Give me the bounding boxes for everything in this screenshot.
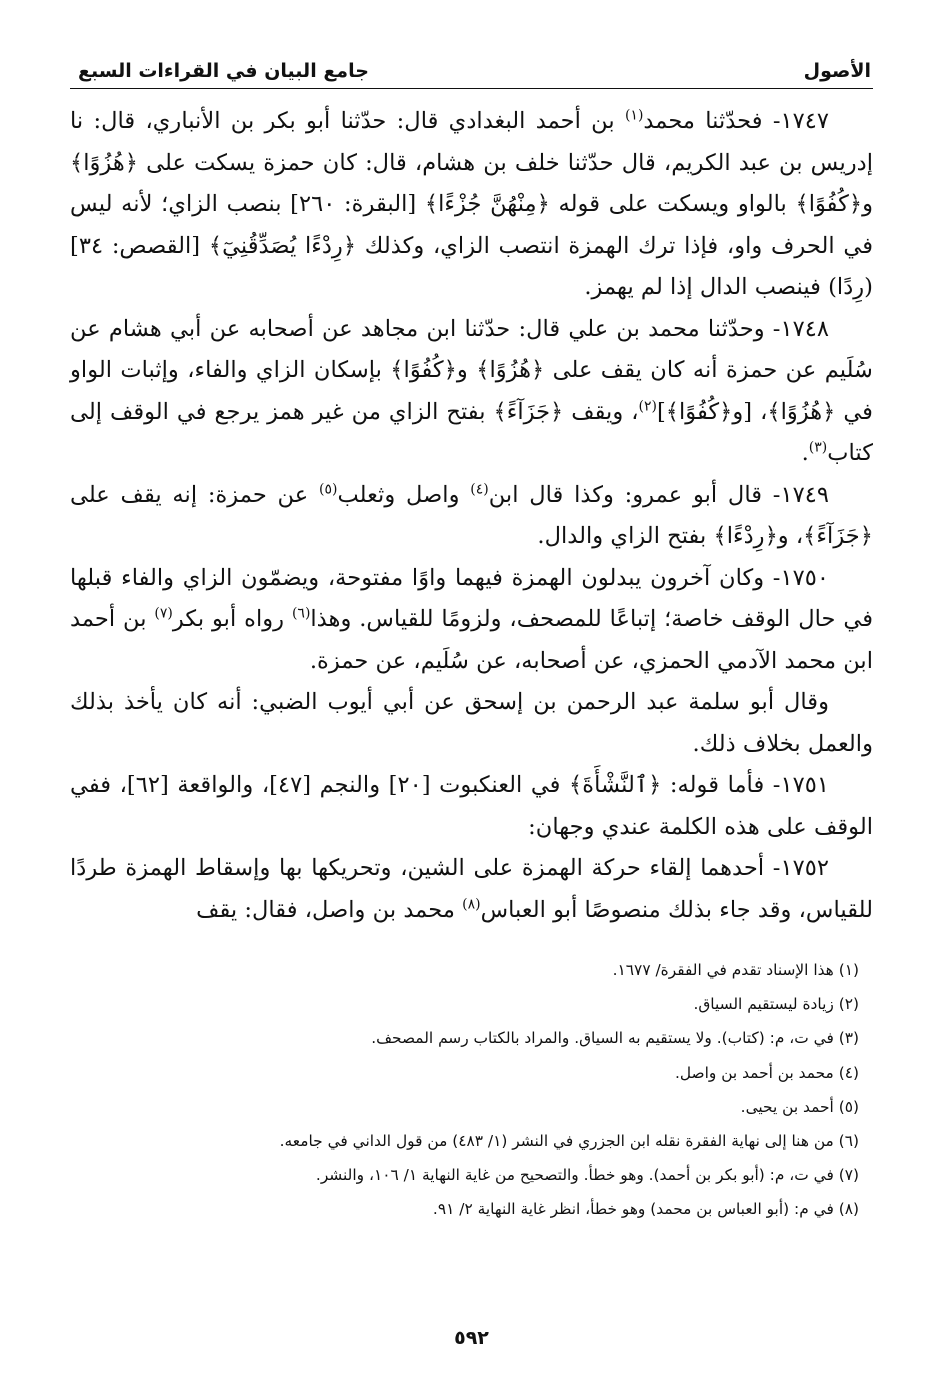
text-run: رواه أبو بكر [172, 606, 292, 632]
paragraph-1751 [70, 765, 873, 848]
footnote-ref[interactable]: (٦) [291, 605, 311, 622]
footnote-5: (٥) أحمد بن يحيى. [740, 1097, 859, 1116]
running-header [70, 52, 873, 89]
footnote-ref[interactable]: (٤) [470, 480, 489, 497]
text-run: ، ويقف ﴿جَزَآءً﴾ بفتح الزاي من غير همز يرجع في الوقف إلى كتاب [70, 398, 873, 466]
footnote-1: (١) هذا الإسناد تقدم في الفقرة/ ١٦٧٧. [612, 961, 859, 979]
footnote-8: (٨) في م: (أبو العباس بن محمد) وهو خطأ، انظر غاية النهاية ٢/ ٩١. [432, 1200, 859, 1219]
text-run: وقال أبو سلمة عبد الرحمن بن إسحق عن أبي أيوب الضبي: أنه كان يأخذ بذلك والعمل بخلاف ذلك. [70, 689, 873, 757]
paragraph-1750 [70, 558, 873, 683]
footnote-2: (٢) زيادة ليستقيم السياق. [693, 995, 859, 1014]
text-run: ١٧٤٨- وحدّثنا محمد بن علي قال: حدّثنا ابن مجاهد عن أصحابه عن أبي هشام عن سُلَيم عن حمزة أنه كان يقف على ﴿هُزُوًا﴾ و﴿كُفُوًا﴾ بإسكان الزاي والفاء، وإثبات الواو في ﴿هُزُوًا﴾، [و﴿كُفُوًا﴾] [70, 315, 873, 425]
footnote-ref[interactable]: (٧) [154, 605, 173, 622]
footnote-ref[interactable]: (١) [624, 107, 644, 124]
paragraph-1747 [70, 101, 873, 309]
footnote-4: (٤) محمد بن أحمد بن واصل. [674, 1063, 859, 1082]
page-number: ٥٩٢ [454, 1327, 489, 1349]
text-run: . [801, 440, 809, 466]
text-run: ١٧٥١- فأما قوله: ﴿ٱلنَّشْأَةَ﴾ في العنكبوت [٢٠] والنجم [٤٧]، والواقعة [٦٢]، ففي الوقف على هذه الكلمة عندي وجهان: [70, 772, 873, 840]
paragraph-abu-salama [70, 682, 873, 765]
footnote-ref[interactable]: (٨) [462, 895, 481, 912]
footnote-ref[interactable]: (٢) [638, 397, 657, 414]
footnote-ref[interactable]: (٣) [808, 439, 828, 456]
paragraph-1748 [70, 309, 873, 475]
text-run: ١٧٤٩- قال أبو عمرو: وكذا قال ابن [488, 481, 829, 508]
text-run: ١٧٥٢- أحدهما إلقاء حركة الهمزة على الشين، وتحريكها بها وإسقاط الهمزة طردًا للقياس، وقد جاء بذلك منصوصًا أبو العباس [70, 855, 873, 923]
book-page [70, 52, 873, 1377]
section-title: الأصول [803, 60, 871, 82]
text-run: ١٧٥٠- وكان آخرون يبدلون الهمزة فيهما واوًا مفتوحة، ويضمّون الزاي والفاء قبلها في حال الوقف خاصة؛ إتباعًا للمصحف، ولزومًا للقياس. وهذا [70, 564, 873, 632]
text-run: عن حمزة: إنه يقف على ﴿جَزَآءً﴾، و﴿رِدْءًا﴾ بفتح الزاي والدال. [70, 481, 873, 549]
footnote-3: (٣) في ت، م: (كتاب). ولا يستقيم به السياق. والمراد بالكتاب رسم المصحف. [371, 1029, 859, 1048]
text-run: ١٧٤٧- فحدّثنا محمد [643, 108, 829, 134]
paragraph-1752 [70, 848, 873, 931]
footnotes-section [70, 953, 873, 1227]
text-run: بن أحمد البغدادي قال: حدّثنا أبو بكر بن الأنباري، قال: نا إدريس بن عبد الكريم، قال حدّثنا خلف بن هشام، قال: كان حمزة يسكت على ﴿هُزُوًا﴾ و﴿كُفُوًا﴾ بالواو ويسكت على قوله ﴿مِنْهُنَّ جُزْءًا﴾ [البقرة: ٢٦٠] بنصب الزاي؛ لأنه ليس في الحرف واو، فإذا ترك الهمزة انتصب الزاي، وكذلك ﴿رِدْءًا يُصَدِّقُنِيٓ﴾ [القصص: ٣٤] (رِدًا) فينصب الدال إذا لم يهمز. [70, 108, 873, 300]
text-run: بن أحمد ابن محمد الآدمي الحمزي، عن أصحابه، عن سُلَيم، عن حمزة. [70, 606, 873, 674]
paragraph-1749 [70, 475, 873, 558]
footnote-6: (٦) من هنا إلى نهاية الفقرة نقله ابن الجزري في النشر (١/ ٤٨٣) من قول الداني في جامعه. [279, 1132, 859, 1151]
text-run: محمد بن واصل، فقال: يقف [196, 896, 463, 923]
book-title: جامع البيان في القراءات السبع [78, 60, 369, 82]
text-run: واصل وثعلب [337, 481, 471, 508]
main-text [70, 101, 873, 931]
footnote-7: (٧) في ت، م: (أبو بكر بن أحمد). وهو خطأ. والتصحيح من غاية النهاية ١/ ١٠٦، والنشر. [315, 1166, 859, 1185]
footnote-ref[interactable]: (٥) [319, 480, 338, 497]
